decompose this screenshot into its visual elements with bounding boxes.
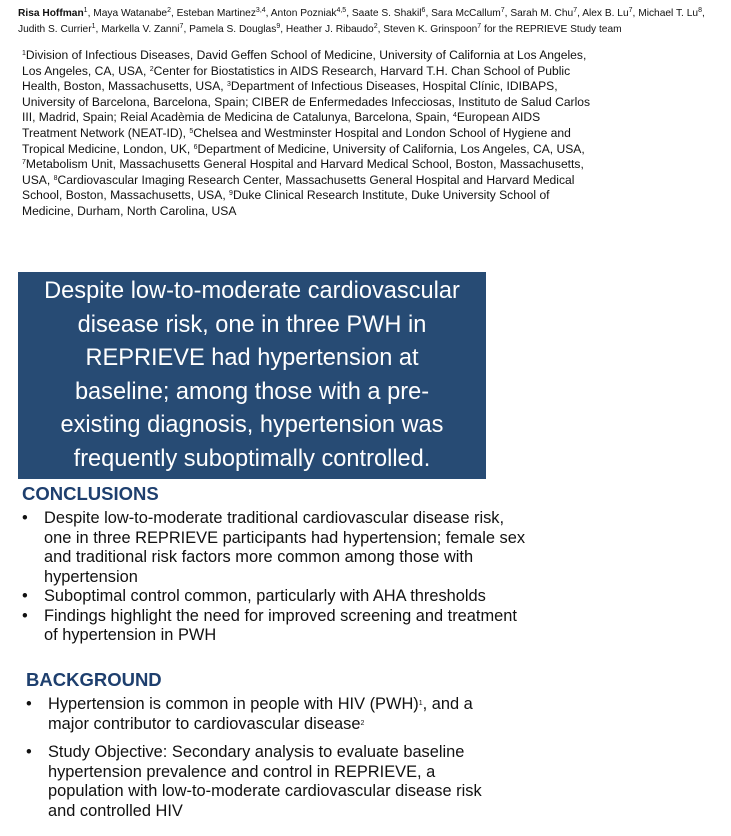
affiliation-text: Department of Infectious Diseases, Hospital Clínic, IDIBAPS, University of Barcelona, Barcelona, Spain; CIBER de Enfermedades Infecciosas, Instituto de Salud Carlos III, Madrid, Spain; Reial Acadèmia de Medicina de Catalunya, Barcelona, Spain, bbox=[22, 79, 591, 125]
author-separator: , bbox=[280, 24, 286, 35]
author-affiliation-number: 9 bbox=[276, 23, 281, 30]
conclusions-list bbox=[22, 509, 592, 646]
author-name: Maya Watanabe bbox=[93, 8, 168, 19]
key-finding-line: existing diagnosis, hypertension was bbox=[60, 412, 444, 439]
affiliation-text: European AIDS Treatment Network (NEAT-ID), bbox=[22, 110, 541, 140]
affiliation-text: Department of Medicine, University of California, Los Angeles, CA, USA, bbox=[197, 141, 585, 156]
author-name: Markella V. Zanni bbox=[101, 24, 180, 35]
conclusion-line: Findings highlight the need for improved screening and treatment bbox=[44, 606, 517, 625]
conclusion-line: of hypertension in PWH bbox=[44, 626, 217, 644]
background-item-line: Study Objective: Secondary analysis to evaluate baseline bbox=[48, 743, 465, 761]
conclusion-line: hypertension bbox=[44, 567, 138, 586]
author-affiliation-number: 3,4 bbox=[255, 7, 266, 14]
bullet-icon: • bbox=[22, 606, 28, 625]
author-separator: , bbox=[504, 8, 511, 19]
conclusion-item bbox=[22, 509, 592, 587]
conclusion-item bbox=[22, 607, 592, 646]
author-list bbox=[18, 6, 723, 38]
background-item-text: Hypertension is common in people with HIV (PWH) bbox=[48, 695, 419, 713]
author-name: Saate S. Shakil bbox=[351, 8, 422, 19]
conclusion-item bbox=[22, 587, 592, 607]
author-separator: , bbox=[425, 8, 432, 19]
author-affiliation-number: 7 bbox=[573, 7, 578, 14]
conclusion-line: Despite low-to-moderate traditional cardiovascular disease risk, bbox=[44, 509, 505, 527]
background-heading: BACKGROUND bbox=[26, 669, 162, 690]
background-item-line: population with low-to-moderate cardiovascular disease risk bbox=[48, 782, 482, 800]
key-finding-line: disease risk, one in three PWH in bbox=[77, 311, 427, 338]
affiliation-text: Center for Biostatistics in AIDS Research, Harvard T.H. Chan School of Public Health, Boston, Massachusetts, USA, bbox=[22, 63, 571, 94]
citation-marker: 2 bbox=[360, 719, 365, 727]
affiliation-number: 7 bbox=[22, 159, 26, 167]
affiliation-number: 6 bbox=[193, 143, 198, 151]
author-separator: , bbox=[87, 8, 94, 19]
affiliation-number: 1 bbox=[22, 50, 26, 57]
author-separator: , bbox=[95, 24, 102, 35]
affiliations bbox=[22, 48, 592, 220]
author-affiliation-number: 6 bbox=[421, 7, 426, 14]
affiliation-number: 5 bbox=[189, 127, 194, 135]
author-name: Esteban Martinez bbox=[176, 8, 256, 19]
key-finding-line: Despite low-to-moderate cardiovascular bbox=[44, 278, 460, 304]
author-separator: , bbox=[577, 8, 583, 19]
affiliation-number: 9 bbox=[229, 190, 233, 198]
key-finding-line: REPRIEVE had hypertension at bbox=[85, 345, 419, 372]
author-separator: for the REPRIEVE Study team bbox=[481, 24, 622, 35]
affiliation-text: Metabolism Unit, Massachusetts General Hospital and Harvard Medical School, Boston, Massachusetts, USA, bbox=[22, 157, 584, 187]
citation-marker: 1 bbox=[418, 700, 423, 707]
affiliation-number: 8 bbox=[53, 174, 58, 182]
background-item bbox=[26, 743, 546, 821]
author-name: Judith S. Currier bbox=[18, 24, 92, 35]
author-name: Anton Pozniak bbox=[270, 8, 337, 19]
author-name: Michael T. Lu bbox=[638, 8, 699, 19]
conclusion-line: one in three REPRIEVE participants had hypertension; female sex bbox=[44, 528, 526, 547]
background-item-line: hypertension prevalence and control in REPRIEVE, a bbox=[48, 762, 436, 781]
background-item-text: , and a bbox=[422, 695, 473, 713]
author-name: Sarah M. Chu bbox=[510, 8, 574, 19]
affiliation-text: Cardiovascular Imaging Research Center, Massachusetts General Hospital and Harvard Medical School, Boston, Massachusetts, USA, bbox=[22, 172, 575, 203]
author-name: Sara McCallum bbox=[431, 8, 501, 19]
author-affiliation-number: 7 bbox=[628, 7, 633, 14]
affiliation-text: Division of Infectious Diseases, David Geffen School of Medicine, University of California at Los Angeles, Los Angeles, CA, USA, bbox=[22, 48, 587, 78]
author-separator: , bbox=[183, 24, 190, 35]
conclusion-line: Suboptimal control common, particularly with AHA thresholds bbox=[44, 587, 486, 605]
author-affiliation-number: 2 bbox=[167, 7, 171, 14]
affiliation-text: Duke Clinical Research Institute, Duke University School of Medicine, Durham, North Carolina, USA bbox=[22, 188, 550, 218]
author-affiliation-number: 2 bbox=[373, 23, 378, 30]
author-separator: , bbox=[632, 8, 639, 19]
author-affiliation-number: 7 bbox=[179, 23, 184, 30]
affiliation-number: 2 bbox=[149, 65, 154, 73]
conclusion-line: and traditional risk factors more common among those with bbox=[44, 548, 474, 566]
background-item bbox=[26, 695, 546, 734]
author-separator: , bbox=[701, 8, 705, 19]
author-affiliation-number: 7 bbox=[500, 7, 505, 14]
background-item-line: and controlled HIV bbox=[48, 801, 183, 820]
author-affiliation-number: 8 bbox=[698, 7, 702, 14]
conclusions-heading: CONCLUSIONS bbox=[22, 483, 159, 504]
affiliation-number: 4 bbox=[452, 112, 457, 120]
key-finding-box bbox=[18, 272, 486, 479]
bullet-icon: • bbox=[22, 509, 28, 527]
author-affiliation-number: 1 bbox=[91, 23, 96, 30]
key-finding-line: frequently suboptimally controlled. bbox=[73, 445, 431, 472]
affiliation-number: 3 bbox=[227, 81, 231, 89]
author-affiliation-number: 4,5 bbox=[336, 7, 347, 14]
bullet-icon: • bbox=[22, 587, 28, 605]
background-item-text: major contributor to cardiovascular disease bbox=[48, 714, 361, 733]
affiliation-text: Chelsea and Westminster Hospital and London School of Hygiene and Tropical Medicine, London, UK, bbox=[22, 125, 571, 156]
author-separator: , bbox=[170, 8, 177, 19]
bullet-icon: • bbox=[26, 695, 32, 713]
author-name: Risa Hoffman bbox=[18, 8, 84, 19]
author-name: Steven K. Grinspoon bbox=[383, 24, 478, 35]
author-name: Alex B. Lu bbox=[582, 8, 629, 19]
key-finding-line: baseline; among those with a pre- bbox=[74, 378, 430, 405]
bullet-icon: • bbox=[26, 743, 32, 761]
author-affiliation-number: 7 bbox=[477, 23, 482, 30]
author-name: Heather J. Ribaudo bbox=[285, 24, 374, 35]
author-separator: , bbox=[265, 8, 271, 19]
background-list bbox=[26, 695, 546, 830]
author-name: Pamela S. Douglas bbox=[189, 24, 277, 35]
author-affiliation-number: 1 bbox=[83, 7, 88, 14]
author-separator: , bbox=[377, 24, 384, 35]
author-separator: , bbox=[346, 8, 352, 19]
